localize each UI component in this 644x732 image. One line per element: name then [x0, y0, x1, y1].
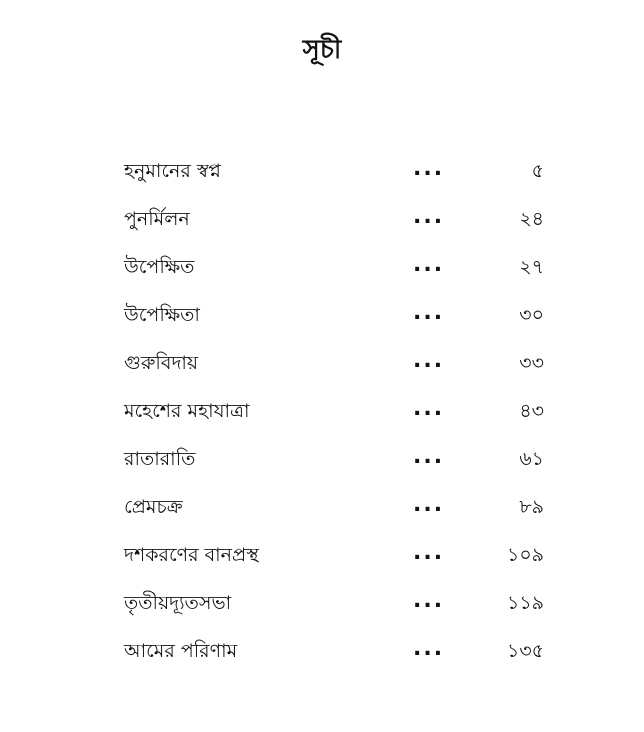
- page-title: সূচী: [302, 35, 342, 65]
- toc-leader-dots: ...: [413, 348, 445, 373]
- toc-entry-title: হনুমানের স্বপ্ন: [124, 160, 221, 182]
- toc-leader-dots: ...: [413, 588, 445, 613]
- toc-leader-dots: ...: [413, 636, 445, 661]
- toc-entry-page: ৪৩: [519, 400, 544, 422]
- toc-entry-11: [0, 630, 644, 678]
- toc-entry-title: দশকরণের বানপ্রস্থ: [124, 544, 259, 566]
- toc-entry-title: প্রেমচক্র: [124, 496, 183, 518]
- toc-entry-page: ১০৯: [506, 544, 544, 566]
- toc-leader-dots: ...: [413, 300, 445, 325]
- toc-entry-title: মহেশের মহাযাত্রা: [124, 400, 250, 422]
- toc-entry-page: ৮৯: [519, 496, 544, 518]
- toc-entry-title: রাতারাতি: [124, 448, 196, 470]
- toc-entry-page: ৬১: [519, 448, 544, 470]
- toc-entry-title: পুনর্মিলন: [124, 208, 190, 230]
- toc-entry-title: উপেক্ষিত: [124, 256, 195, 278]
- toc-entry-page: ৩৩: [519, 352, 544, 374]
- toc-entry-1: [0, 150, 644, 198]
- toc-leader-dots: ...: [413, 492, 445, 517]
- toc-entry-2: [0, 198, 644, 246]
- toc-leader-dots: ...: [413, 540, 445, 565]
- toc-entry-title: আমের পরিণাম: [124, 640, 238, 662]
- toc-entry-9: [0, 534, 644, 582]
- toc-leader-dots: ...: [413, 204, 445, 229]
- toc-entry-page: ৫: [531, 160, 544, 182]
- toc-entry-7: [0, 438, 644, 486]
- toc-entry-6: [0, 390, 644, 438]
- toc-entry-page: ২৭: [519, 256, 544, 278]
- toc-leader-dots: ...: [413, 156, 445, 181]
- toc-entry-3: [0, 246, 644, 294]
- toc-entry-4: [0, 294, 644, 342]
- toc-entry-page: ১১৯: [507, 592, 544, 614]
- toc-entry-title: তৃতীয়দ্যূতসভা: [124, 592, 232, 614]
- toc-entry-8: [0, 486, 644, 534]
- toc-entry-page: ১৩৫: [506, 640, 544, 662]
- toc-entry-title: গুরুবিদায়: [124, 352, 199, 374]
- toc-entry-page: ৩০: [519, 304, 544, 326]
- table-of-contents: [0, 150, 644, 678]
- toc-leader-dots: ...: [413, 252, 445, 277]
- toc-entry-10: [0, 582, 644, 630]
- toc-entry-5: [0, 342, 644, 390]
- toc-leader-dots: ...: [413, 396, 445, 421]
- toc-entry-title: উপেক্ষিতা: [124, 304, 200, 326]
- toc-leader-dots: ...: [413, 444, 445, 469]
- toc-entry-page: ২৪: [519, 208, 544, 230]
